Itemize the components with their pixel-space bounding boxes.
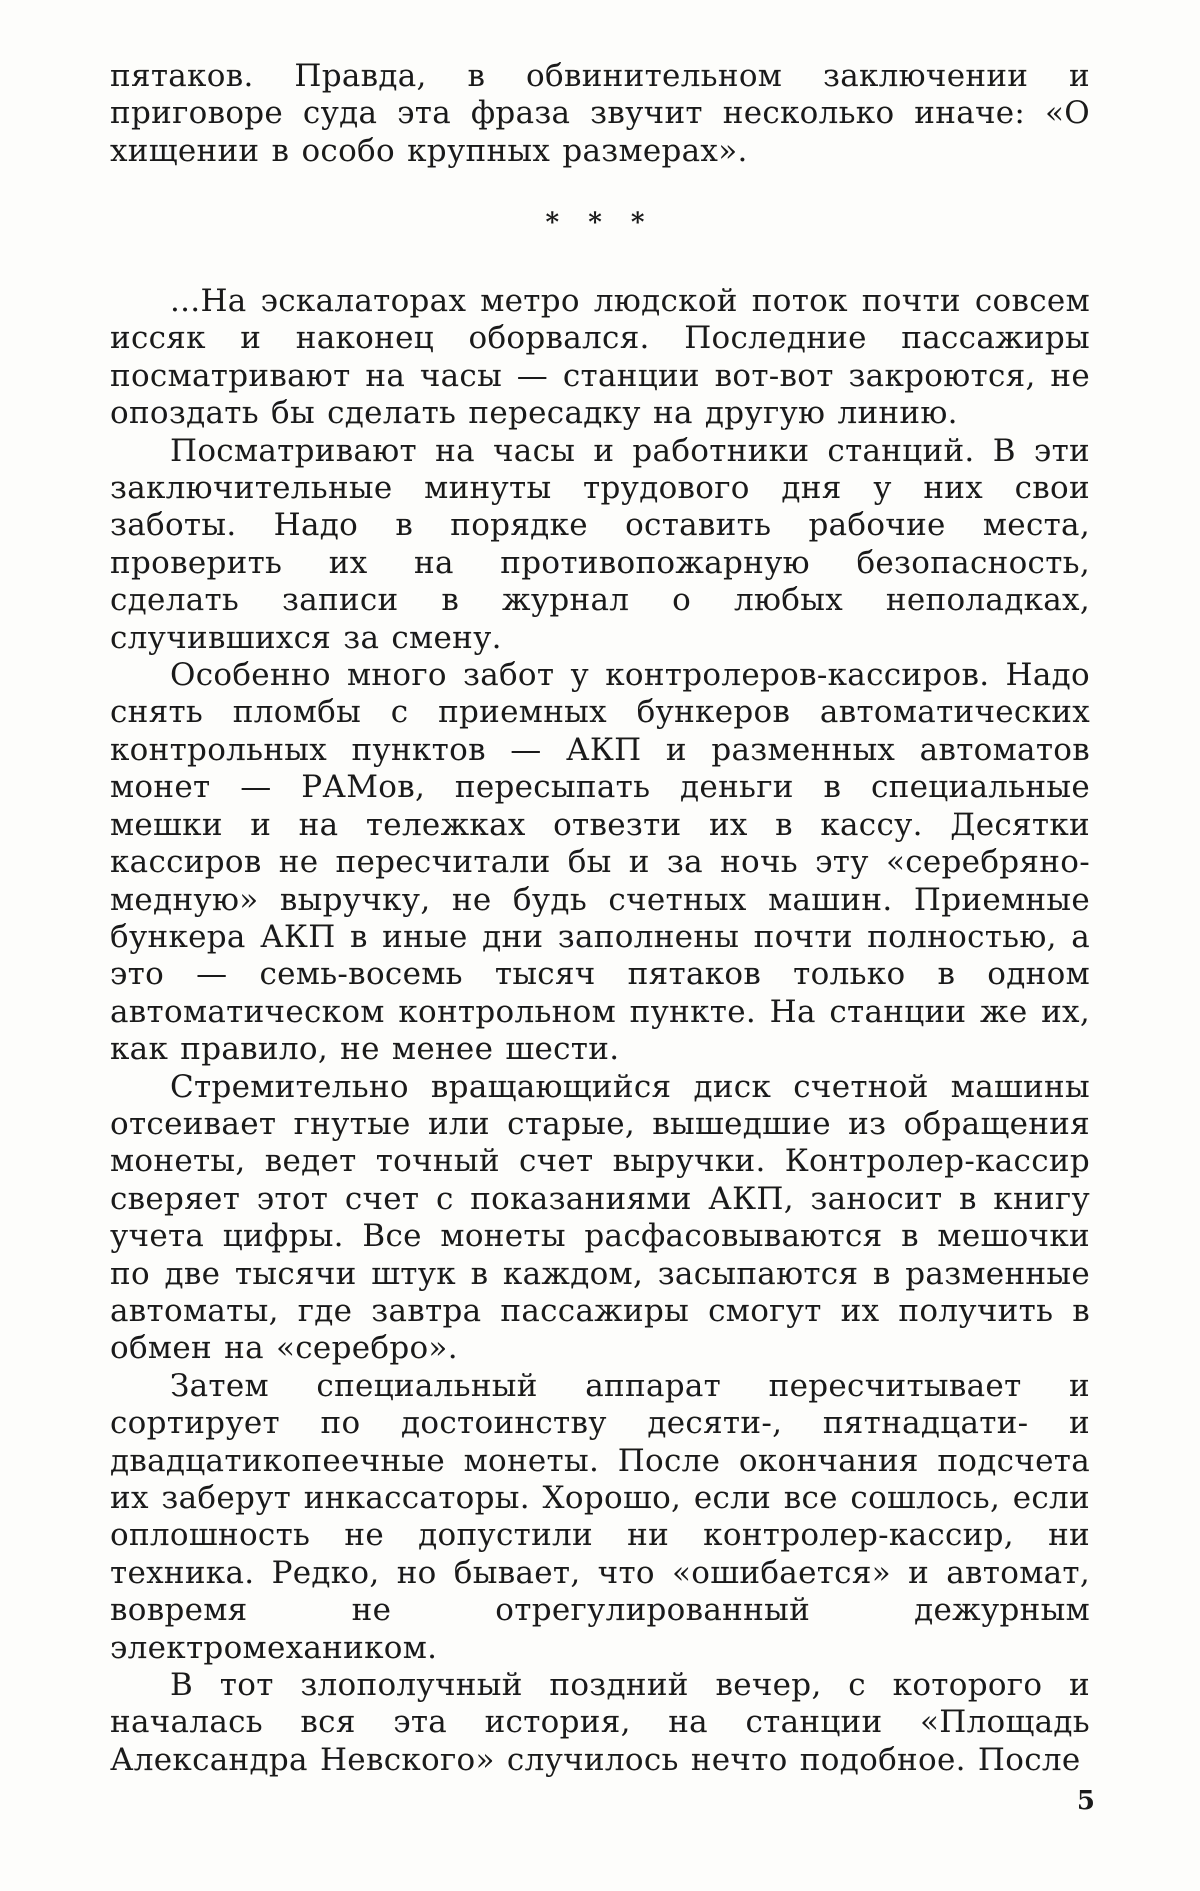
paragraph: Стремительно вращающийся диск счетной машины отсеивает гнутые или старые, вышедшие из обращения монеты, ведет точный счет выручки. Контролер-кассир сверяет этот счет с показаниями АКП, заносит в книгу учета цифры. Все монеты расфасовываются в мешочки по две тысячи штук в каждом, засыпаются в разменные автоматы, где завтра пассажиры смогут их получить в обмен на «серебро».	[110, 1068, 1090, 1367]
main-text-block	[110, 283, 1090, 1779]
page-number: 5	[1076, 1786, 1095, 1816]
paragraph: В тот злополучный поздний вечер, с которого и началась вся эта история, на станции «Площадь Александра Невского» случилось нечто подобное. После	[110, 1667, 1090, 1778]
paragraph: ...На эскалаторах метро людской поток почти совсем иссяк и наконец оборвался. Последние пассажиры посматривают на часы — станции вот-вот закроются, не опоздать бы сделать пересадку на другую линию.	[110, 283, 1090, 432]
paragraph: Особенно много забот у контролеров-кассиров. Надо снять пломбы с приемных бункеров автоматических контрольных пунктов — АКП и разменных автоматов монет — РАМов, пересыпать деньги в специальные мешки и на тележках отвезти их в кассу. Десятки кассиров не пересчитали бы и за ночь эту «серебряно-медную» выручку, не будь счетных машин. Приемные бункера АКП в иные дни заполнены почти полностью, а это — семь-восемь тысяч пятаков только в одном автоматическом контрольном пункте. На станции же их, как правило, не менее шести.	[110, 657, 1090, 1068]
section-separator: * * *	[545, 208, 655, 238]
intro-block	[110, 58, 1090, 170]
paragraph: Посматривают на часы и работники станций. В эти заключительные минуты трудового дня у них свои заботы. Надо в порядке оставить рабочие места, проверить их на противопожарную безопасность, сделать записи в журнал о любых неполадках, случившихся за смену.	[110, 432, 1090, 656]
intro-paragraph: пятаков. Правда, в обвинительном заключении и приговоре суда эта фраза звучит несколько иначе: «О хищении в особо крупных размерах».	[110, 58, 1090, 169]
paragraph: Затем специальный аппарат пересчитывает и сортирует по достоинству десяти-, пятнадцати- и двадцатикопеечные монеты. После окончания подсчета их заберут инкассаторы. Хорошо, если все сошлось, если оплошность не допустили ни контролер-кассир, ни техника. Редко, но бывает, что «ошибается» и автомат, вовремя не отрегулированный дежурным электромехаником.	[110, 1367, 1090, 1666]
